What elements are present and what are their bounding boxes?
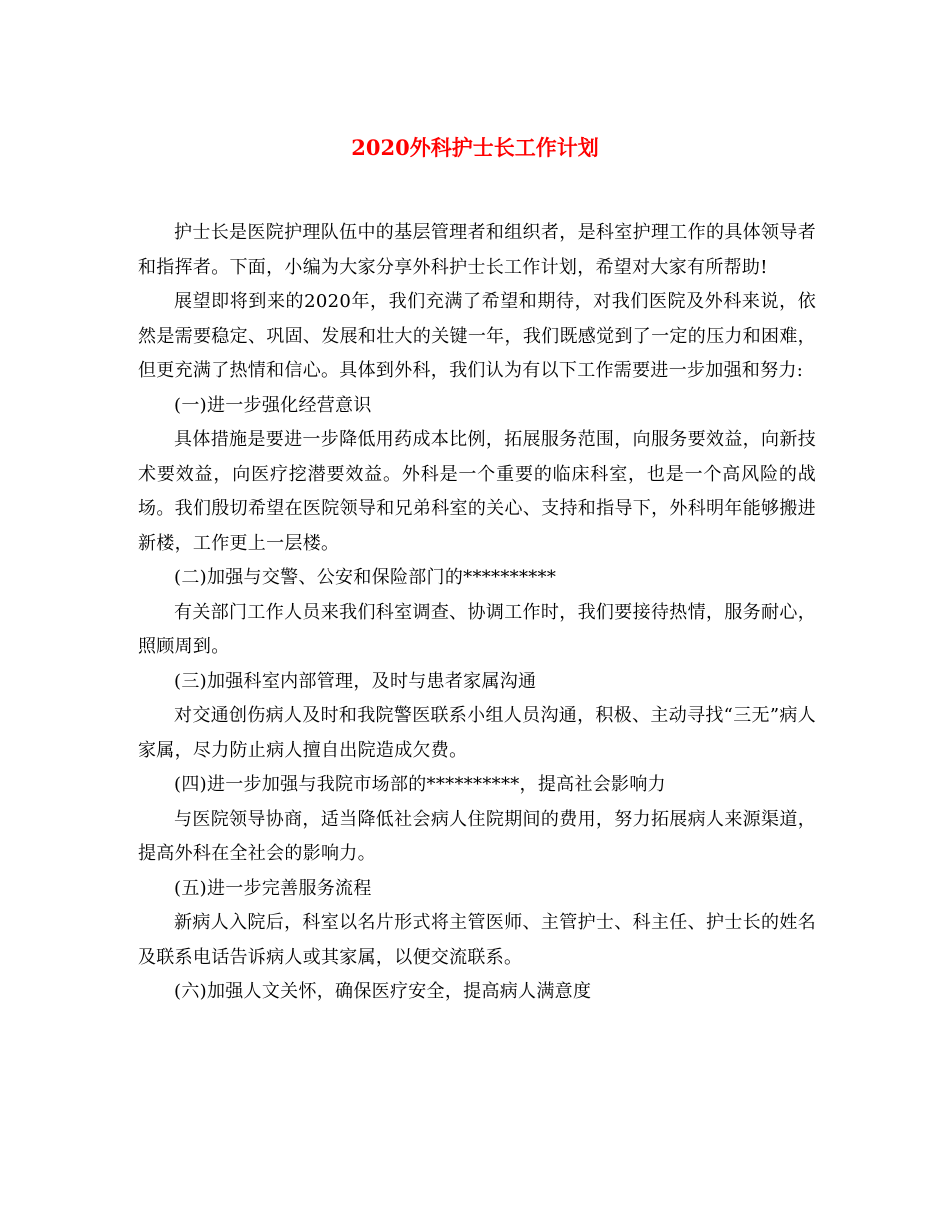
- section-heading-1: (一)进一步强化经营意识: [174, 394, 372, 416]
- paragraph-section-2: 有关部门工作人员来我们科室调查、协调工作时，我们要接待热情，服务耐心，照顾周到。: [138, 601, 816, 657]
- paragraph-intro: 护士长是医院护理队伍中的基层管理者和组织者，是科室护理工作的具体领导者和指挥者。下面，小编为大家分享外科护士长工作计划，希望对大家有所帮助!: [138, 222, 816, 278]
- section-heading-3: (三)加强科室内部管理，及时与患者家属沟通: [174, 670, 537, 692]
- paragraph-outlook: 展望即将到来的2020年，我们充满了希望和期待，对我们医院及外科来说，依然是需要稳定、巩固、发展和壮大的关键一年，我们既感觉到了一定的压力和困难，但更充满了热情和信心。具体到外科，我们认为有以下工作需要进一步加强和努力:: [138, 291, 816, 381]
- section-heading-5: (五)进一步完善服务流程: [174, 877, 372, 899]
- paragraph-section-4: 与医院领导协商，适当降低社会病人住院期间的费用，努力拓展病人来源渠道，提高外科在全社会的影响力。: [138, 808, 816, 864]
- page-title: 2020外科护士长工作计划: [351, 135, 599, 160]
- section-heading-6: (六)加强人文关怀，确保医疗安全，提高病人满意度: [174, 981, 592, 1002]
- section-heading-4: (四)进一步加强与我院市场部的**********，提高社会影响力: [174, 774, 666, 795]
- document-body: [138, 216, 816, 1010]
- section-heading-2: (二)加强与交警、公安和保险部门的**********: [174, 567, 557, 588]
- paragraph-section-5: 新病人入院后，科室以名片形式将主管医师、主管护士、科主任、护士长的姓名及联系电话告诉病人或其家属，以便交流联系。: [138, 912, 816, 968]
- paragraph-section-1: 具体措施是要进一步降低用药成本比例，拓展服务范围，向服务要效益，向新技术要效益，向医疗挖潜要效益。外科是一个重要的临床科室，也是一个高风险的战场。我们殷切希望在医院领导和兄弟科室的关心、支持和指导下，外科明年能够搬进新楼，工作更上一层楼。: [138, 429, 816, 554]
- paragraph-section-3: 对交通创伤病人及时和我院警医联系小组人员沟通，积极、主动寻找“三无”病人家属，尽力防止病人擅自出院造成欠费。: [138, 705, 816, 761]
